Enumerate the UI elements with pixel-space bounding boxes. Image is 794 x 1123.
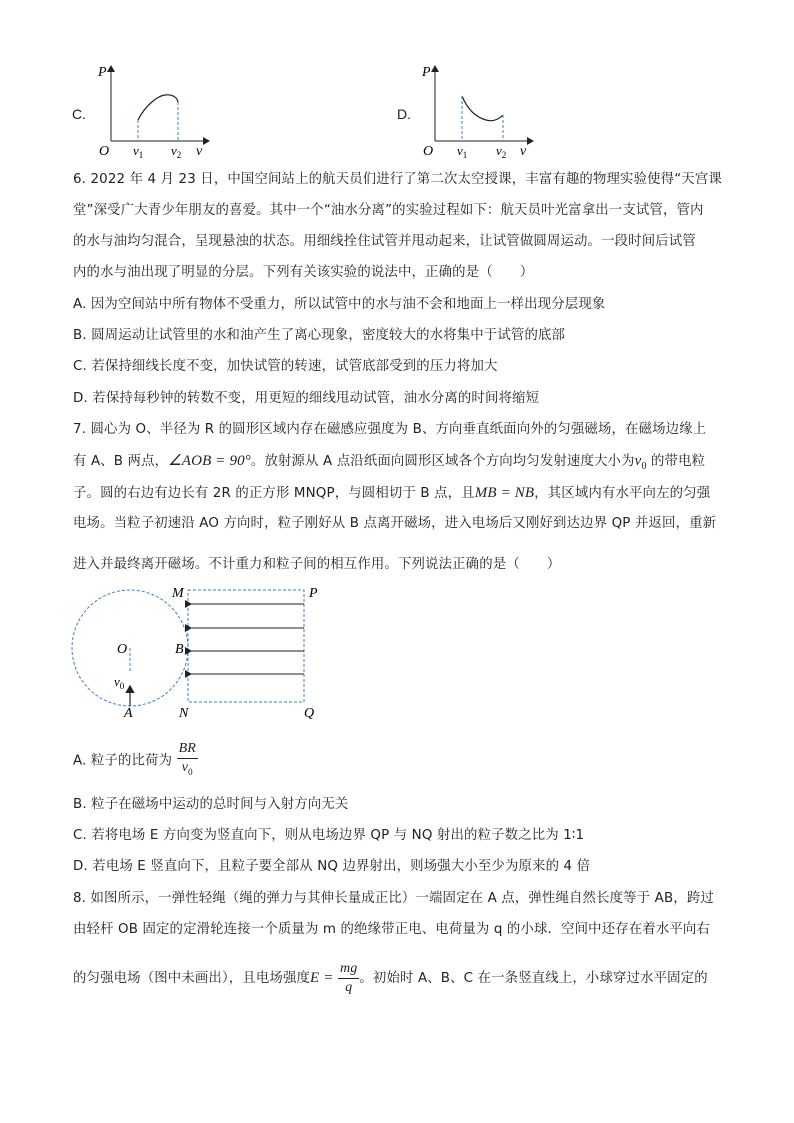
field-strength-eq: E =	[310, 970, 334, 986]
tick-v2: $v_2$	[171, 143, 182, 160]
x-axis-label: v	[196, 144, 203, 159]
q6-option-b: B. 圆周运动让试管里的水和油产生了离心现象，密度较大的水将集中于试管的底部	[73, 328, 566, 343]
power-curve	[138, 95, 178, 120]
option-d-label: D.	[397, 106, 411, 122]
q6-stem-line-1: 6. 2022 年 4 月 23 日，中国空间站上的航天员们进行了第二次太空授课，丰富有趣的物理实验使得“天宫课	[73, 172, 722, 187]
q7-stem-line-2	[73, 452, 705, 476]
q7-option-d: D. 若电场 E 竖直向下，且粒子要全部从 NQ 边界射出，则场强大小至少为原来的 4 倍	[73, 859, 591, 874]
origin-label: O	[423, 144, 434, 159]
tick-v1: $v_1$	[133, 143, 144, 160]
tick-v1: $v_1$	[457, 143, 468, 160]
charge-mass-ratio-fraction: $\frac{BR}{v_0}$	[177, 740, 198, 781]
angle-aob: ∠AOB = 90°	[168, 453, 251, 469]
q7-option-a: A. 粒子的比荷为 $\frac{BR}{v_0}$	[73, 740, 198, 782]
y-axis-label: P	[98, 65, 107, 80]
q7-line2-part-a: 有 A、B 两点，	[73, 454, 169, 469]
label-m: M	[172, 586, 184, 601]
power-curve	[462, 96, 503, 121]
label-n: N	[179, 706, 189, 720]
q7-line2-part-c: 的带电粒	[646, 454, 706, 469]
x-axis-label: v	[520, 144, 527, 159]
q6-option-d: D. 若保持每秒钟的转数不变，用更短的细线甩动试管，油水分离的时间将缩短	[73, 391, 540, 406]
q7-stem-line-1: 7. 圆心为 O、半径为 R 的圆形区域内存在磁感应强度为 B、方向垂直纸面向外的匀强磁场，在磁场边缘上	[73, 422, 707, 437]
mg-over-q-fraction: $\frac{mg}{q}$	[339, 960, 358, 995]
q6-stem-line-2: 堂”深受广大青少年朋友的喜爱。其中一个“油水分离”的实验过程如下：航天员叶光富拿出一支试管，管内	[73, 203, 704, 218]
q7-stem-line-5: 进入并最终离开磁场。不计重力和粒子间的相互作用。下列说法正确的是（ ）	[73, 557, 561, 572]
label-o: O	[117, 642, 128, 657]
label-q: Q	[304, 706, 315, 720]
tick-v2: $v_2$	[496, 143, 507, 160]
q6-stem-line-3: 的水与油均匀混合，呈现悬浊的状态。用细线拴住试管并甩动起来，让试管做圆周运动。一段时间后试管	[73, 234, 696, 249]
y-axis-label: P	[422, 65, 431, 80]
q6-option-c: C. 若保持细线长度不变，加快试管的转速，试管底部受到的压力将加大	[73, 359, 498, 374]
electric-field-square	[188, 590, 304, 702]
q7-option-b: B. 粒子在磁场中运动的总时间与入射方向无关	[73, 797, 349, 812]
mb-nb-eq: MB = NB	[474, 485, 535, 501]
q7-option-c: C. 若将电场 E 方向变为竖直向下，则从电场边界 QP 与 NQ 射出的粒子数之比为 1∶1	[73, 828, 585, 843]
q6-option-a: A. 因为空间站中所有物体不受重力，所以试管中的水与油不会和地面上一样出现分层现象	[73, 297, 606, 312]
graph-d-power-velocity	[419, 62, 549, 162]
label-b: B	[175, 642, 184, 657]
q7-stem-line-4: 电场。当粒子初速沿 AO 方向时，粒子刚好从 B 点离开磁场，进入电场后又刚好到达边界 QP 并返回，重新	[73, 516, 717, 531]
v0-symbol: $v_0$	[634, 453, 647, 472]
label-a: A	[124, 706, 133, 720]
q8-stem-line-2: 由轻杆 OB 固定的定滑轮连接一个质量为 m 的绝缘带正电、电荷量为 q 的小球．空间中还存在着水平向右	[73, 922, 711, 937]
origin-label: O	[99, 144, 110, 159]
graph-c-power-velocity	[95, 62, 225, 162]
option-c-label: C.	[72, 106, 86, 122]
q8-stem-line-1: 8. 如图所示，一弹性轻绳（绳的弹力与其伸长量成正比）一端固定在 A 点，弹性绳自然长度等于 AB，跨过	[73, 891, 714, 906]
q7-line2-part-b: 。放射源从 A 点沿纸面向圆形区域各个方向均匀发射速度大小为	[250, 454, 635, 469]
q7-field-diagram	[66, 580, 336, 720]
label-v0: $v_0$	[114, 674, 125, 691]
q8-stem-line-3: 的匀强电场（图中未画出），且电场强度E = $\frac{mg}{q}$ 。初始时 A、B、C 在一条竖直线上，小球穿过水平固定的	[73, 960, 708, 995]
q6-stem-line-4: 内的水与油出现了明显的分层。下列有关该实验的说法中，正确的是（ ）	[73, 265, 534, 280]
label-p: P	[309, 586, 318, 601]
q7-stem-line-3: 子。圆的右边有边长有 2R 的正方形 MNQP，与圆相切于 B 点，且MB = NB，其区域内有水平向左的匀强	[73, 485, 711, 501]
